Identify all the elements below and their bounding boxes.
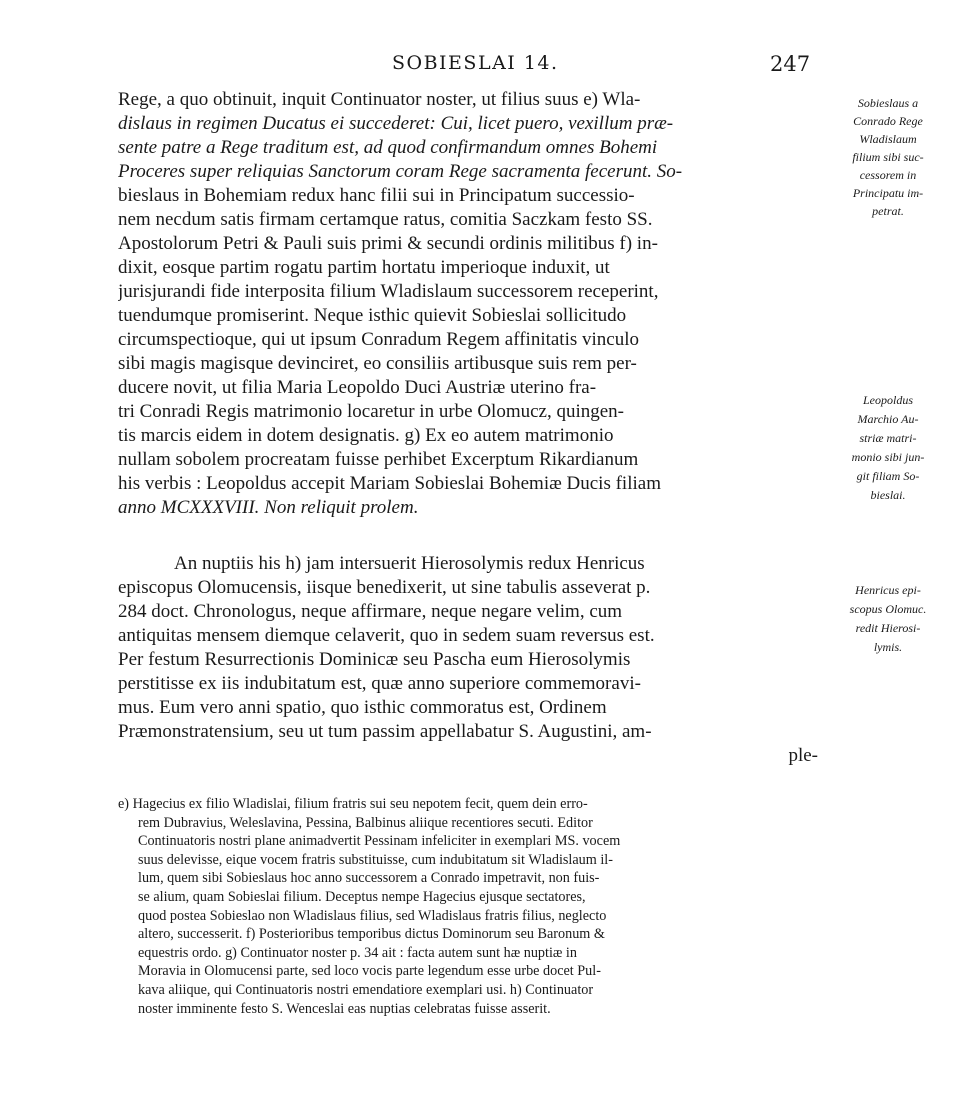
text-line: dislaus in regimen Ducatus ei succederet: Cui, licet puero, vexillum præ-: [118, 113, 674, 134]
text-line: Per festum Resurrectionis Dominicæ seu Pascha eum Hierosolymis: [118, 649, 631, 670]
text-line: antiquitas mensem diemque celaverit, quo in sedem suam reversus est.: [118, 625, 655, 646]
margin-line: bieslai.: [870, 488, 906, 502]
text-line: perstitisse ex iis indubitatum est, quæ anno superiore commemoravi-: [118, 673, 641, 694]
text-line: Præmonstratensium, seu ut tum passim appellabatur S. Augustini, am-: [118, 721, 652, 742]
text-line: sente patre a Rege traditum est, ad quod confirmandum omnes Bohemi: [118, 137, 658, 158]
text-line: anno MCXXXVIII. Non reliquit prolem.: [118, 497, 419, 518]
footnote-line: Continuatoris nostri plane animadvertit Pessinam infeliciter in exemplari MS. vocem: [138, 833, 621, 850]
text-line: tuendumque promiserint. Neque isthic quievit Sobieslai sollicitudo: [118, 305, 627, 326]
margin-line: Leopoldus: [862, 393, 913, 407]
text-line: Proceres super reliquias Sanctorum coram Rege sacramenta fecerunt. So-: [118, 161, 683, 182]
margin-line: Principatu im-: [852, 186, 924, 200]
footnote-line: e) Hagecius ex filio Wladislai, filium fratris sui seu nepotem fecit, quem dein erro-: [118, 796, 588, 812]
margin-line: filium sibi suc-: [852, 150, 924, 164]
margin-line: Henricus epi-: [855, 583, 921, 597]
text-line: 284 doct. Chronologus, neque affirmare, neque negare velim, cum: [118, 601, 623, 622]
footnote-line: altero, successerit. f) Posterioribus temporibus dictus Dominorum seu Baronum &: [138, 926, 605, 943]
footnote-line: se alium, quam Sobieslai filium. Deceptus nempe Hagecius ejusque sectatores,: [138, 889, 586, 905]
footnote-line: kava aliique, qui Continuatoris nostri emendatiore exemplari usi. h) Continuator: [138, 982, 594, 998]
text-line: jurisjurandi fide interposita filium Wladislaum successorem receperint,: [118, 281, 659, 302]
text-line: circumspectioque, qui ut ipsum Conradum Regem affinitatis vinculo: [118, 329, 639, 350]
margin-line: cessorem in: [859, 168, 917, 182]
footnote-line: rem Dubravius, Weleslavina, Pessina, Balbinus aliique recentiores secuti. Editor: [138, 814, 593, 831]
margin-line: Sobieslaus a: [857, 96, 919, 110]
text-line: Apostolorum Petri & Pauli suis primi & secundi ordinis militibus f) in-: [118, 233, 658, 254]
margin-line: petrat.: [872, 204, 904, 218]
margin-line: scopus Olomuc.: [849, 602, 927, 616]
text-line: nem necdum satis firmam certamque ratus, comitia Saczkam festo SS.: [118, 209, 653, 230]
text-line: dixit, eosque partim rogatu partim hortatu imperioque induxit, ut: [118, 257, 610, 278]
footnote-line: noster imminente festo S. Wenceslai eas nuptias celebratas fuisse asserit.: [138, 1000, 551, 1017]
margin-line: striæ matri-: [859, 431, 917, 445]
footnote-line: quod postea Sobieslao non Wladislaus filius, sed Wladislaus fratris filius, neglecto: [138, 907, 607, 924]
margin-line: monio sibi jun-: [851, 450, 925, 464]
margin-line: Marchio Au-: [857, 412, 919, 426]
text-line: ple-: [788, 745, 818, 766]
margin-line: Conrado Rege: [853, 114, 923, 128]
text-line: Rege, a quo obtinuit, inquit Continuator noster, ut filius suus e) Wla-: [118, 89, 641, 110]
margin-line: git filiam So-: [856, 469, 920, 483]
text-line: sibi magis magisque devinciret, eo consiliis artibusque suis rem per-: [118, 353, 637, 374]
text-line: ducere novit, ut filia Maria Leopoldo Duci Austriæ uterino fra-: [118, 377, 597, 398]
footnote-line: Moravia in Olomucensi parte, sed loco vocis parte legendum esse urbe docet Pul-: [138, 963, 601, 980]
text-line: An nuptiis his h) jam intersuerit Hierosolymis redux Henricus: [174, 553, 645, 574]
margin-line: lymis.: [873, 640, 903, 654]
text-line: nullam sobolem procreatam fuisse perhibet Excerptum Rikardianum: [118, 449, 639, 470]
text-line: tis marcis eidem in dotem designatis. g) Ex eo autem matrimonio: [118, 425, 614, 446]
text-line: mus. Eum vero anni spatio, quo isthic commoratus est, Ordinem: [118, 697, 607, 718]
page-number: 247: [770, 52, 811, 76]
text-line: bieslaus in Bohemiam redux hanc filii sui in Principatum successio-: [118, 185, 635, 206]
text-line: tri Conradi Regis matrimonio locaretur in urbe Olomucz, quingen-: [118, 401, 625, 422]
footnote-line: lum, quem sibi Sobieslaus hoc anno successorem a Conrado impetravit, non fuis-: [138, 870, 600, 887]
running-head: SOBIESLAI 14.: [392, 52, 559, 74]
footnote-line: equestris ordo. g) Continuator noster p. 34 ait : facta autem sunt hæ nuptiæ in: [138, 944, 577, 961]
text-line: his verbis : Leopoldus accepit Mariam Sobieslai Bohemiæ Ducis filiam: [118, 473, 661, 494]
text-line: episcopus Olomucensis, iisque benedixerit, ut sine tabulis asseverat p.: [118, 577, 651, 598]
margin-line: redit Hierosi-: [855, 621, 921, 635]
margin-line: Wladislaum: [859, 132, 917, 146]
footnote-line: suus delevisse, eique vocem fratris substituisse, cum indubitatum sit Wladislaum il-: [138, 851, 613, 868]
